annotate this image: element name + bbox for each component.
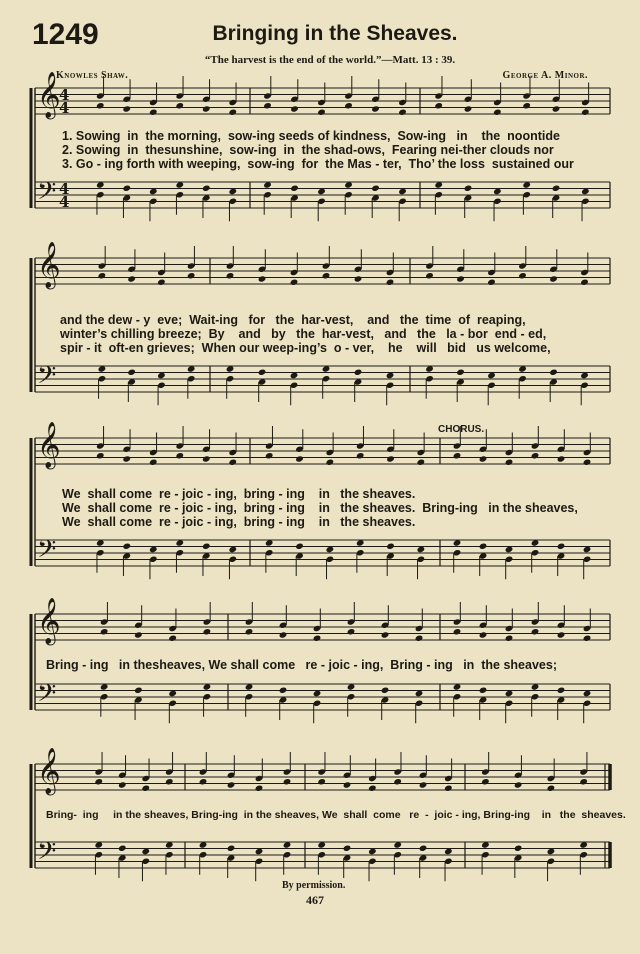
treble-note	[398, 109, 407, 116]
treble-clef: 𝄞	[37, 748, 61, 794]
treble-note	[493, 109, 502, 116]
bass-clef: 𝄢	[37, 535, 57, 570]
bass-note	[371, 185, 380, 192]
bass-staff	[35, 684, 610, 710]
treble-note	[531, 628, 540, 635]
bass-note	[122, 185, 131, 192]
treble-note	[168, 635, 177, 642]
treble-note	[228, 459, 237, 466]
treble-note	[202, 455, 211, 462]
hymn-number: 1249	[32, 18, 99, 51]
treble-note	[263, 102, 272, 109]
treble-note	[96, 452, 105, 459]
treble-note	[487, 279, 496, 286]
time-signature: 4	[59, 86, 70, 104]
treble-note	[265, 452, 274, 459]
treble-note	[557, 455, 566, 462]
bass-note	[514, 845, 523, 852]
bass-note	[279, 687, 288, 694]
treble-note	[228, 109, 237, 116]
treble-note	[547, 785, 556, 792]
bass-note	[354, 369, 363, 376]
bass-note	[479, 543, 488, 550]
treble-note	[326, 459, 335, 466]
treble-note	[505, 459, 514, 466]
treble-note	[354, 275, 363, 282]
treble-note	[290, 279, 299, 286]
chorus-line-1b: We shall come re - joic - ing, bring - ing in the sheaves. Bring-ing in the sheaves,	[62, 501, 578, 515]
verse-2-line-2: winter’s chilling breeze; By and by the har-vest, and the la - bor end - ed,	[60, 327, 547, 341]
treble-note	[134, 631, 143, 638]
hymn-title: Bringing in the Sheaves.	[212, 22, 458, 45]
treble-note	[100, 628, 109, 635]
bass-note	[122, 543, 131, 550]
treble-note	[368, 785, 377, 792]
bass-note	[419, 845, 428, 852]
treble-note	[464, 105, 473, 112]
bass-note	[343, 845, 352, 852]
treble-note	[202, 105, 211, 112]
treble-note	[417, 459, 426, 466]
treble-note	[386, 279, 395, 286]
bass-clef: 𝄢	[37, 361, 57, 396]
composer-credit: George A. Minor.	[502, 70, 588, 81]
bass-note	[549, 369, 558, 376]
permission-note: By permission.	[282, 880, 346, 891]
verse-3-line-1: 3. Go - ing forth with weeping, sow-ing for the Mas - ter, Tho’ the loss sustained our	[62, 157, 574, 171]
treble-note	[453, 628, 462, 635]
page-number: 467	[306, 893, 324, 907]
treble-note	[531, 452, 540, 459]
bass-note	[202, 543, 211, 550]
treble-note	[149, 459, 158, 466]
treble-note	[381, 631, 390, 638]
bass-note	[202, 185, 211, 192]
bass-note	[118, 845, 127, 852]
bass-note	[479, 687, 488, 694]
treble-note	[415, 635, 424, 642]
bass-note	[127, 369, 136, 376]
treble-note	[245, 628, 254, 635]
verse-2-line-1: 2. Sowing in thesunshine, sow-ing in the shad-ows, Fearing nei-ther clouds nor	[62, 143, 554, 157]
treble-note	[279, 631, 288, 638]
treble-note	[127, 275, 136, 282]
treble-note	[175, 452, 184, 459]
treble-note	[434, 102, 443, 109]
treble-note	[118, 781, 127, 788]
treble-clef: 𝄞	[37, 242, 61, 288]
treble-note	[175, 102, 184, 109]
bass-note	[557, 687, 566, 694]
treble-note	[579, 778, 588, 785]
treble-note	[141, 785, 150, 792]
treble-note	[580, 279, 589, 286]
bass-note	[464, 185, 473, 192]
treble-note	[583, 635, 592, 642]
bass-clef: 𝄢	[37, 679, 57, 714]
bass-clef: 𝄢	[37, 837, 57, 872]
treble-note	[317, 778, 326, 785]
chorus-line-3: Bring- ing in the sheaves, Bring-ing in the sheaves, We shall come re - joic - ing, Bring-ing in the sheaves.	[46, 809, 626, 821]
treble-staff	[35, 614, 610, 640]
treble-note	[226, 272, 235, 279]
bass-note	[456, 369, 465, 376]
bass-note	[290, 185, 299, 192]
treble-note	[552, 105, 561, 112]
treble-note	[557, 631, 566, 638]
treble-note	[371, 105, 380, 112]
treble-note	[583, 459, 592, 466]
treble-note	[514, 781, 523, 788]
lyricist-credit: Knowles Shaw.	[56, 70, 129, 81]
bass-note	[386, 543, 395, 550]
bass-note	[552, 185, 561, 192]
treble-note	[444, 785, 453, 792]
chorus-label: CHORUS.	[438, 424, 485, 435]
treble-note	[356, 452, 365, 459]
time-signature: 4	[59, 193, 70, 211]
treble-note	[419, 781, 428, 788]
treble-note	[94, 778, 103, 785]
chorus-line-1a: We shall come re - joic - ing, bring - ing in the sheaves.	[62, 487, 416, 501]
treble-note	[425, 272, 434, 279]
treble-note	[258, 275, 267, 282]
treble-note	[255, 785, 264, 792]
treble-note	[518, 272, 527, 279]
treble-note	[347, 628, 356, 635]
treble-staff	[35, 438, 610, 464]
bass-clef: 𝄢	[37, 177, 57, 212]
time-signature: 4	[59, 99, 70, 117]
treble-note	[479, 455, 488, 462]
treble-note	[165, 778, 174, 785]
treble-note	[522, 102, 531, 109]
treble-note	[549, 275, 558, 282]
treble-clef: 𝄞	[37, 422, 61, 468]
treble-note	[98, 272, 107, 279]
bass-note	[258, 369, 267, 376]
verse-1-line-1: 1. Sowing in the morning, sow-ing seeds of kindness, Sow-ing in the noontide	[62, 129, 560, 143]
treble-note	[283, 778, 292, 785]
treble-note	[343, 781, 352, 788]
treble-note	[322, 272, 331, 279]
treble-note	[481, 778, 490, 785]
treble-note	[199, 778, 208, 785]
treble-note	[295, 455, 304, 462]
bass-note	[381, 687, 390, 694]
treble-note	[344, 102, 353, 109]
epigraph: “The harvest is the end of the world.”—Matt. 13 : 39.	[204, 54, 456, 66]
treble-note	[157, 279, 166, 286]
treble-note	[456, 275, 465, 282]
bass-note	[295, 543, 304, 550]
bass-note	[557, 543, 566, 550]
treble-note	[581, 109, 590, 116]
treble-note	[203, 628, 212, 635]
treble-clef: 𝄞	[37, 598, 61, 644]
treble-note	[317, 109, 326, 116]
verse-3-line-2: spir - it oft-en grieves; When our weep-ing’s o - ver, he will bid us welcome,	[60, 341, 551, 355]
treble-note	[227, 781, 236, 788]
treble-note	[122, 455, 131, 462]
treble-note	[290, 105, 299, 112]
time-signature: 4	[59, 180, 70, 198]
treble-note	[122, 105, 131, 112]
treble-note	[386, 455, 395, 462]
treble-note	[149, 109, 158, 116]
treble-note	[393, 778, 402, 785]
chorus-line-2: Bring - ing in thesheaves, We shall come re - joic - ing, Bring - ing in the sheaves;	[46, 658, 557, 672]
treble-note	[187, 272, 196, 279]
chorus-line-1c: We shall come re - joic - ing, bring - ing in the sheaves.	[62, 515, 416, 529]
bass-note	[227, 845, 236, 852]
bass-note	[134, 687, 143, 694]
treble-note	[453, 452, 462, 459]
verse-1-line-2: and the dew - y eve; Wait-ing for the har-vest, and the time of reaping,	[60, 313, 526, 327]
treble-note	[96, 102, 105, 109]
treble-note	[505, 635, 514, 642]
treble-note	[313, 635, 322, 642]
treble-staff	[35, 258, 610, 284]
bass-staff	[35, 540, 610, 566]
treble-clef: 𝄞	[37, 72, 61, 118]
treble-note	[479, 631, 488, 638]
